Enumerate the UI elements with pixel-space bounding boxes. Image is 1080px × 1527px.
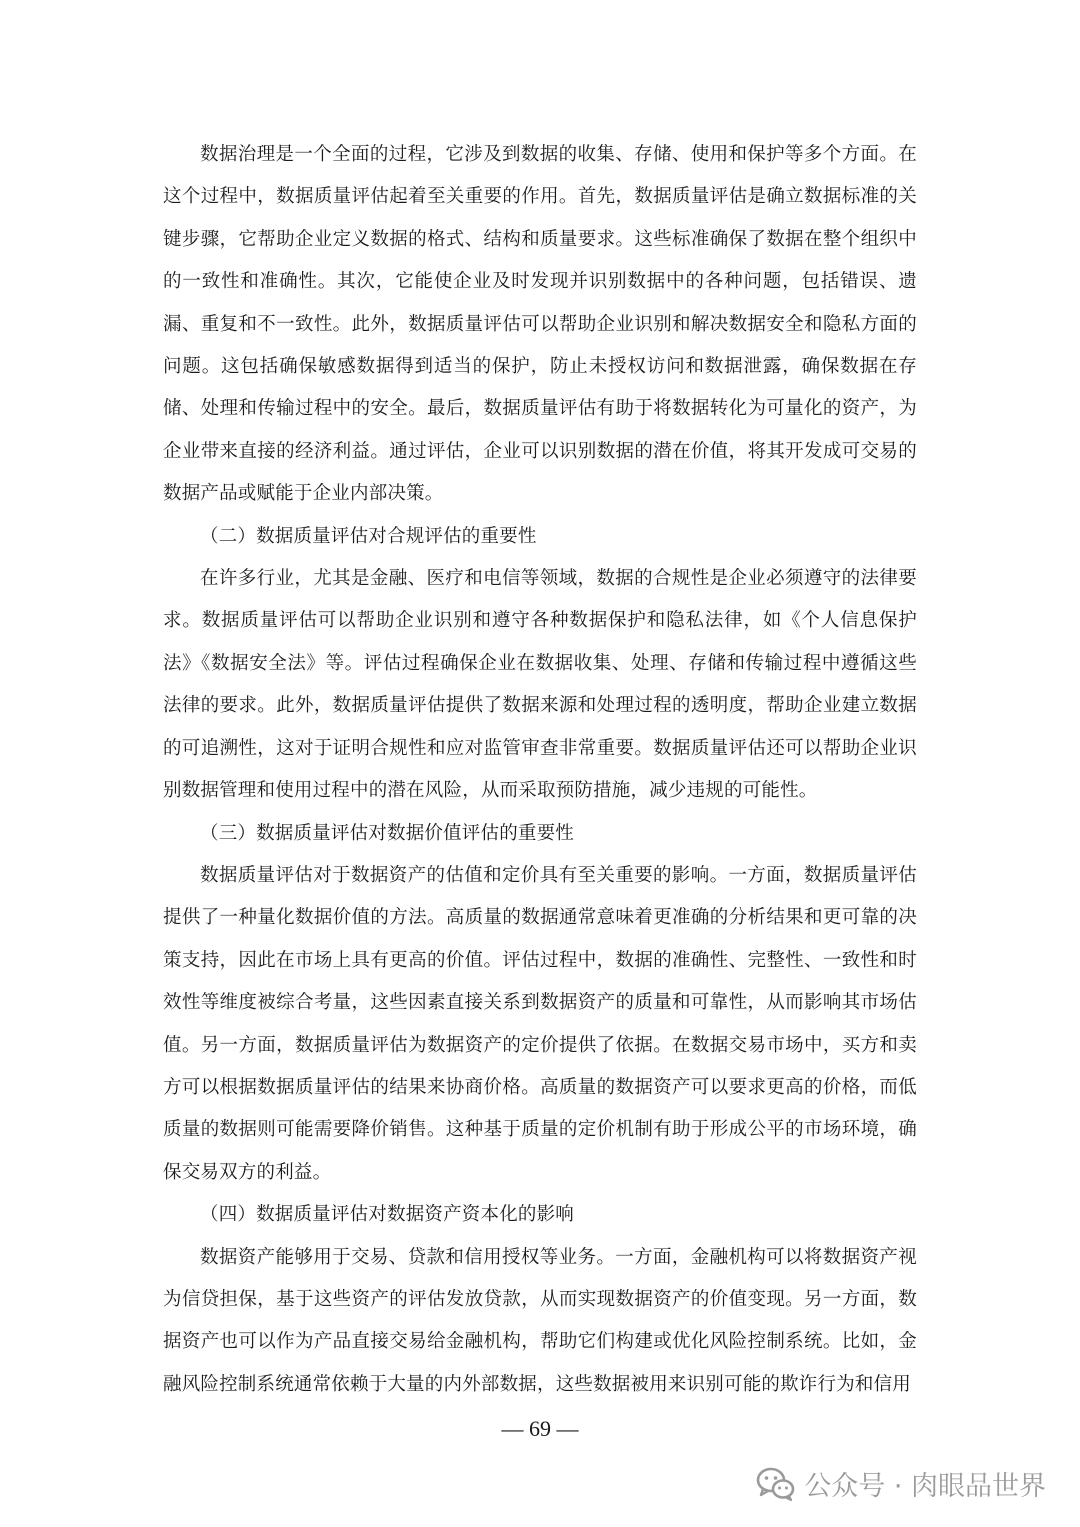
section-heading-capitalization: （四）数据质量评估对数据资产资本化的影响 xyxy=(200,1204,575,1226)
watermark xyxy=(756,1464,1046,1503)
paragraph-data-value: 数据质量评估对于数据资产的估值和定价具有至关重要的影响。一方面，数据质量评估提供了一种量化数据价值的方法。高质量的数据通常意味着更准确的分析结果和更可靠的决策支持，因此在市场上具有更高的价值。评估过程中，数据的准确性、完整性、一致性和时效性等维度被综合考量，这些因素直接关系到数据资产的质量和可靠性，从而影响其市场估值。另一方面，数据质量评估为数据资产的定价提供了依据。在数据交易市场中，买方和卖方可以根据数据质量评估的结果来协商价格。高质量的数据资产可以要求更高的价格，而低质量的数据则可能需要降价销售。这种基于质量的定价机制有助于形成公平的市场环境，确保交易双方的利益。 xyxy=(163,864,917,1183)
paragraph-capitalization: 数据资产能够用于交易、贷款和信用授权等业务。一方面，金融机构可以将数据资产视为信贷担保，基于这些资产的评估发放贷款，从而实现数据资产的价值变现。另一方面，数据资产也可以作为产品直接交易给金融机构，帮助它们构建或优化风险控制系统。比如，金融风险控制系统通常依赖于大量的内外部数据，这些数据被用来识别可能的欺诈行为和信用 xyxy=(163,1246,917,1395)
page-number: — 69 — xyxy=(501,1416,579,1441)
paragraph-compliance: 在许多行业，尤其是金融、医疗和电信等领域，数据的合规性是企业必须遵守的法律要求。数据质量评估可以帮助企业识别和遵守各种数据保护和隐私法律，如《个人信息保护法》《数据安全法》等。评估过程确保企业在数据收集、处理、存储和传输过程中遵循这些法律的要求。此外，数据质量评估提供了数据来源和处理过程的透明度，帮助企业建立数据的可追溯性，这对于证明合规性和应对监管审查非常重要。数据质量评估还可以帮助企业识别数据管理和使用过程中的潜在风险，从而采取预防措施，减少违规的可能性。 xyxy=(163,568,917,802)
section-heading-compliance: （二）数据质量评估对合规评估的重要性 xyxy=(200,525,537,547)
wechat-icon xyxy=(756,1466,796,1502)
paragraph-data-governance: 数据治理是一个全面的过程，它涉及到数据的收集、存储、使用和保护等多个方面。在这个过程中，数据质量评估起着至关重要的作用。首先，数据质量评估是确立数据标准的关键步骤，它帮助企业定义数据的格式、结构和质量要求。这些标准确保了数据在整个组织中的一致性和准确性。其次，它能使企业及时发现并识别数据中的各种问题，包括错误、遗漏、重复和不一致性。此外，数据质量评估可以帮助企业识别和解决数据安全和隐私方面的问题。这包括确保敏感数据得到适当的保护，防止未授权访问和数据泄露，确保数据在存储、处理和传输过程中的安全。最后，数据质量评估有助于将数据转化为可量化的资产，为企业带来直接的经济利益。通过评估，企业可以识别数据的潜在价值，将其开发成可交易的数据产品或赋能于企业内部决策。 xyxy=(163,144,917,505)
document-body xyxy=(163,134,917,1406)
watermark-text: 公众号 · 肉眼品世界 xyxy=(804,1471,1046,1502)
section-heading-data-value: （三）数据质量评估对数据价值评估的重要性 xyxy=(200,822,575,844)
